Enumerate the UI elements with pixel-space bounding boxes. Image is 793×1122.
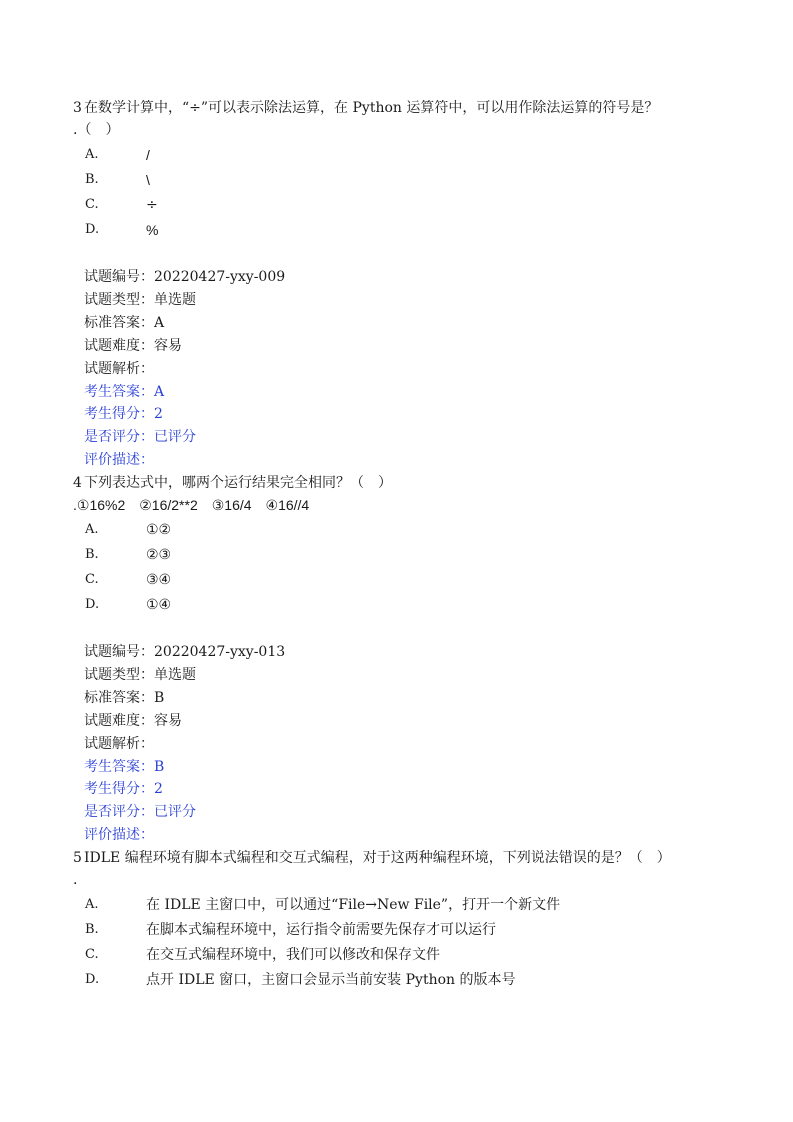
option-b-letter: B. — [85, 922, 99, 937]
meta-student-score: 考生得分：2 — [84, 781, 163, 797]
question-number: 3 — [73, 100, 82, 116]
option-d-letter: D. — [85, 222, 100, 237]
option-c-text: ÷ — [146, 197, 158, 213]
question-stem-continuation: . — [73, 872, 78, 888]
question-stem-continuation: .（ ） — [73, 122, 120, 138]
option-a-text: ①② — [146, 522, 172, 538]
meta-analysis: 试题解析： — [84, 736, 154, 752]
question-number: 4 — [73, 475, 82, 491]
question-number: 5 — [73, 850, 82, 866]
question-stem: IDLE 编程环境有脚本式编程和交互式编程，对于这两种编程环境，下列说法错误的是？（ ） — [84, 850, 671, 866]
meta-type: 试题类型：单选题 — [84, 667, 196, 683]
option-a-letter: A. — [85, 147, 99, 162]
meta-id: 试题编号：20220427-yxy-009 — [84, 269, 286, 285]
option-c-letter: C. — [85, 947, 99, 962]
option-d-letter: D. — [85, 972, 100, 987]
option-c-text: ③④ — [146, 572, 172, 588]
option-b-text: ②③ — [146, 547, 172, 563]
question-stem-continuation: .①16%2 ②16/2**2 ③16/4 ④16//4 — [73, 497, 310, 513]
option-b-text: 在脚本式编程环境中，运行指令前需要先保存才可以运行 — [146, 922, 496, 938]
option-b-letter: B. — [85, 172, 99, 187]
meta-analysis: 试题解析： — [84, 361, 154, 377]
option-a-text: / — [146, 147, 150, 163]
meta-student-answer: 考生答案：B — [84, 759, 165, 775]
option-a-text: 在 IDLE 主窗口中，可以通过“File→New File”，打开一个新文件 — [146, 897, 561, 913]
option-a-letter: A. — [85, 897, 99, 912]
option-a-letter: A. — [85, 522, 99, 537]
meta-difficulty: 试题难度：容易 — [84, 713, 182, 729]
meta-student-score: 考生得分：2 — [84, 406, 163, 422]
option-d-text: % — [146, 222, 159, 238]
option-c-letter: C. — [85, 197, 99, 212]
meta-id: 试题编号：20220427-yxy-013 — [84, 644, 286, 660]
meta-answer: 标准答案：A — [84, 315, 165, 331]
meta-comment: 评价描述： — [84, 452, 154, 468]
meta-graded: 是否评分：已评分 — [84, 429, 196, 445]
option-c-letter: C. — [85, 572, 99, 587]
meta-answer: 标准答案：B — [84, 690, 165, 706]
option-b-text: \ — [146, 172, 150, 188]
meta-difficulty: 试题难度：容易 — [84, 338, 182, 354]
meta-student-answer: 考生答案：A — [84, 384, 165, 400]
option-c-text: 在交互式编程环境中，我们可以修改和保存文件 — [146, 947, 440, 963]
meta-comment: 评价描述： — [84, 827, 154, 843]
option-d-letter: D. — [85, 597, 100, 612]
option-d-text: ①④ — [146, 597, 172, 613]
meta-type: 试题类型：单选题 — [84, 292, 196, 308]
meta-graded: 是否评分：已评分 — [84, 804, 196, 820]
question-stem: 在数学计算中，“÷”可以表示除法运算，在 Python 运算符中，可以用作除法运算的符号是？ — [84, 100, 659, 116]
option-d-text: 点开 IDLE 窗口，主窗口会显示当前安装 Python 的版本号 — [146, 972, 516, 988]
question-stem: 下列表达式中，哪两个运行结果完全相同？（ ） — [84, 475, 392, 491]
option-b-letter: B. — [85, 547, 99, 562]
